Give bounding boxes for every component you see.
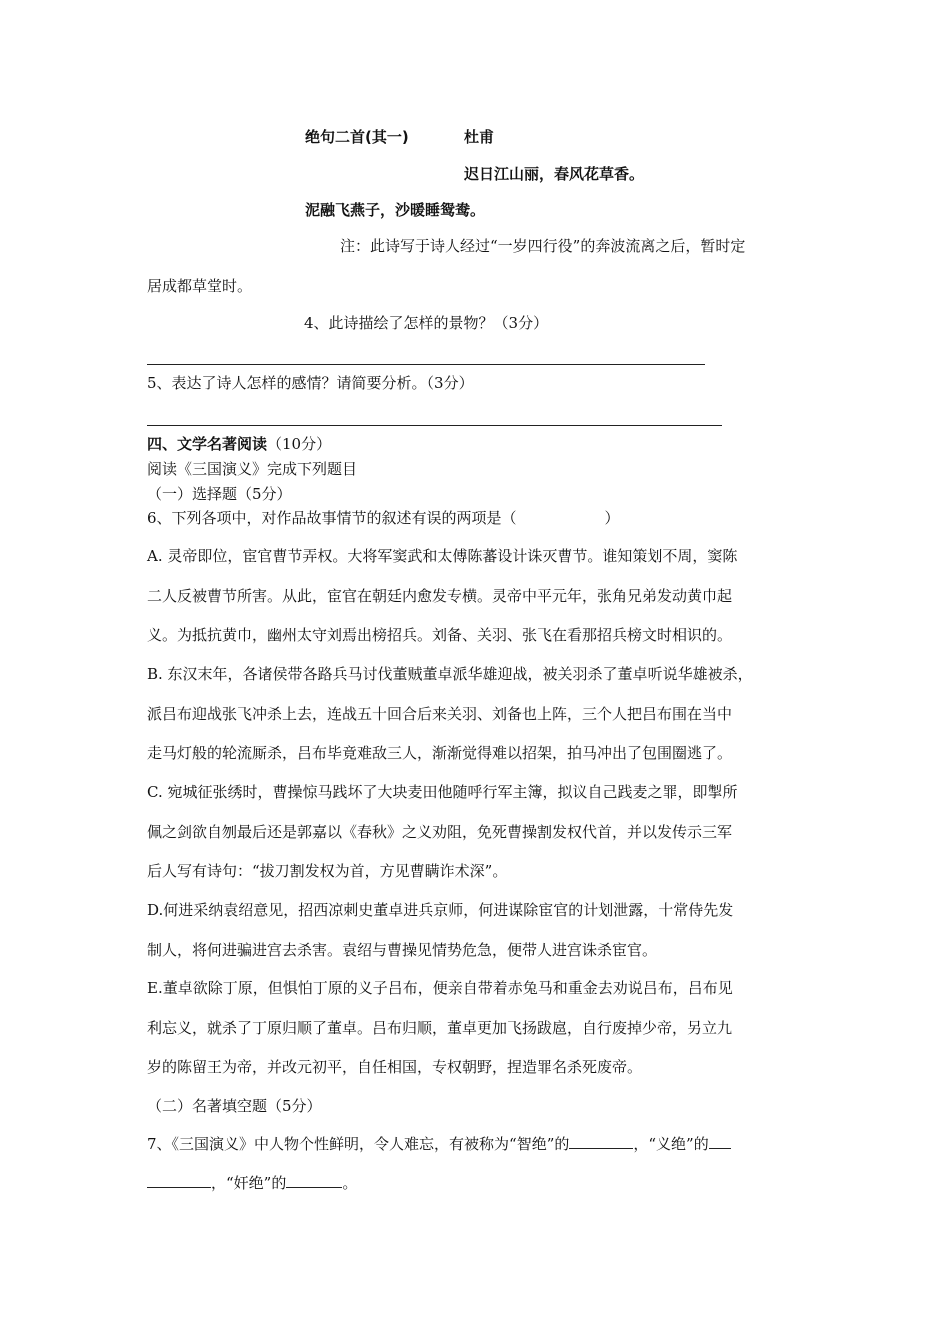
question-7-line-1	[147, 1133, 731, 1154]
blank-yijue-start[interactable]	[709, 1133, 731, 1149]
option-d-line-2: 制人，将何进骗进宫去杀害。袁绍与曹操见情势危急，便带人进宫诛杀宦官。	[147, 941, 658, 959]
question-6-close: ）	[604, 509, 620, 527]
question-7-text-1: 7、《三国演义》中人物个性鲜明，令人难忘，有被称为“智绝”的	[147, 1135, 570, 1153]
option-c-line-3: 后人写有诗句：“拔刀割发权为首，方见曹瞒诈术深”。	[147, 862, 508, 880]
question-7-line-2	[147, 1172, 357, 1193]
question-5: 5、表达了诗人怎样的感情？请简要分析。（3分）	[147, 374, 474, 392]
question-7-text-3: ，“奸绝”的	[211, 1174, 287, 1192]
option-c-line-1: C. 宛城征张绣时，曹操惊马践坏了大块麦田他随呼行军主簿，拟议自己践麦之罪，即掣所	[147, 783, 738, 801]
option-c-line-2: 佩之剑欲自刎最后还是郭嘉以《春秋》之义劝阻，免死曹操割发权代首，并以发传示三军	[147, 823, 733, 841]
question-7-text-2: ，“义绝”的	[633, 1135, 709, 1153]
poem-author: 杜甫	[464, 128, 495, 146]
option-b-line-2: 派吕布迎战张飞冲杀上去，连战五十回合后来关羽、刘备也上阵，三个人把吕布围在当中	[147, 705, 733, 723]
option-a-line-2: 二人反被曹节所害。从此，宦官在朝廷内愈发专横。灵帝中平元年，张角兄弟发动黄巾起	[147, 587, 733, 605]
blank-jianjue[interactable]	[286, 1172, 342, 1188]
answer-line-5[interactable]	[147, 425, 722, 426]
option-e-line-3: 岁的陈留王为帝，并改元初平，自任相国，专权朝野，捏造罪名杀死废帝。	[147, 1058, 643, 1076]
question-6	[147, 508, 620, 528]
poem-note-line-2: 居成都草堂时。	[147, 277, 253, 295]
section-4-intro: 阅读《三国演义》完成下列题目	[147, 460, 358, 478]
option-b-line-1: B. 东汉末年，各诸侯带各路兵马讨伐董贼董卓派华雄迎战，被关羽杀了董卓听说华雄被杀，	[147, 665, 753, 683]
option-b-line-3: 走马灯般的轮流厮杀，吕布毕竟难敌三人，渐渐觉得难以招架，拍马冲出了包围圈逃了。	[147, 744, 733, 762]
blank-zhijue[interactable]	[569, 1133, 633, 1149]
section-4-heading	[147, 434, 331, 454]
poem-title: 绝句二首(其一)	[305, 128, 409, 146]
option-e-line-2: 利忘义，就杀了丁原归顺了董卓。吕布归顺，董卓更加飞扬跋扈，自行废掉少帝，另立九	[147, 1019, 733, 1037]
poem-line-1: 迟日江山丽，春风花草香。	[464, 165, 645, 183]
option-e-line-1: E.董卓欲除丁原，但惧怕丁原的义子吕布，便亲自带着赤兔马和重金去劝说吕布，吕布见	[147, 979, 733, 997]
blank-yijue[interactable]	[147, 1172, 211, 1188]
question-6-text: 6、下列各项中，对作品故事情节的叙述有误的两项是（	[147, 509, 517, 527]
option-a-line-3: 义。为抵抗黄巾，幽州太守刘焉出榜招兵。刘备、关羽、张飞在看那招兵榜文时相识的。	[147, 626, 733, 644]
subsection-1-title: （一）选择题（5分）	[147, 485, 292, 503]
section-4-points: （10分）	[267, 435, 332, 453]
poem-note-line-1: 注：此诗写于诗人经过“一岁四行役”的奔波流离之后，暂时定	[340, 237, 746, 255]
poem-line-2: 泥融飞燕子，沙暖睡鸳鸯。	[305, 201, 486, 219]
answer-line-4[interactable]	[147, 364, 705, 365]
option-a-line-1: A. 灵帝即位，宦官曹节弄权。大将军窦武和太傅陈蕃设计诛灭曹节。谁知策划不周，窦陈	[147, 547, 738, 565]
question-4: 4、此诗描绘了怎样的景物？（3分）	[304, 314, 549, 332]
subsection-2-title: （二）名著填空题（5分）	[147, 1097, 322, 1115]
section-4-title: 四、文学名著阅读	[147, 435, 268, 453]
option-d-line-1: D.何进采纳袁绍意见，招西凉刺史董卓进兵京师，何进谋除宦官的计划泄露，十常侍先发	[147, 901, 734, 919]
question-7-text-4: 。	[342, 1174, 358, 1192]
